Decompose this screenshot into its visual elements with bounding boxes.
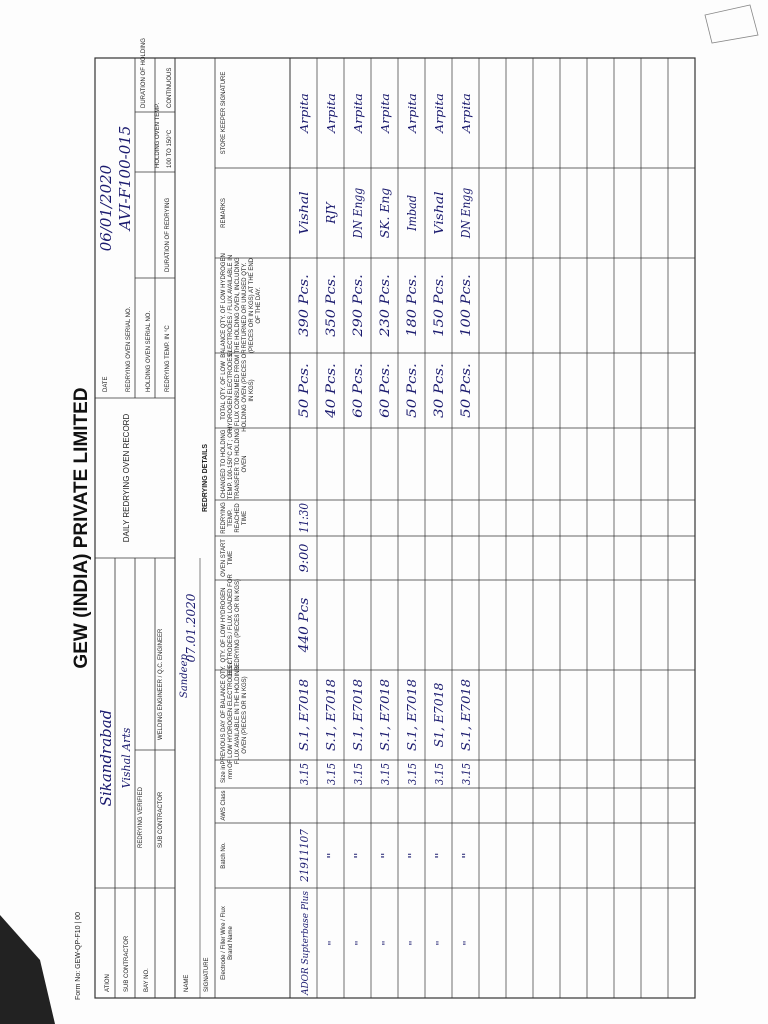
cell-prev: S.1, E7018 — [351, 684, 365, 751]
holding-range-label: 100 TO 150°C — [167, 129, 173, 168]
column-header-13: STORE KEEPER SIGNATURE — [221, 71, 227, 155]
cell-balance: 390 Pcs. — [297, 280, 312, 337]
cell-batch: " — [352, 853, 365, 859]
cell-size: 3.15 — [352, 760, 365, 785]
cell-size: 3.15 — [460, 760, 473, 785]
bay-no-label: BAY NO. — [144, 968, 150, 992]
redrying-details-label: REDRYING DETAILS — [202, 443, 209, 513]
sub-contractor-label: SUB CONTRACTOR — [124, 935, 130, 992]
signature-label: SIGNATURE — [204, 957, 210, 992]
sub-contractor-2-label: SUB CONTRACTOR — [158, 791, 164, 848]
column-header-9: CHANGED TO HOLDINGTEMP. 100-150°C AT ; ORTRANSFER TO HOLDINGOVEN — [221, 428, 248, 500]
cell-size: 3.15 — [433, 760, 446, 785]
duration-redrying-label: DURATION OF REDRYING — [165, 197, 171, 272]
cell-balance: 100 Pcs. — [459, 280, 474, 337]
date-value: 06/01/2020 — [97, 164, 115, 252]
holding-continuous-label: CONTINUOUS — [167, 67, 173, 108]
sub-contractor-value: Vishal Arts — [120, 727, 133, 789]
cell-remarks: Vishal — [432, 197, 446, 235]
cell-consumed: 60 Pcs. — [378, 370, 393, 418]
cell-sign: Arpita — [433, 98, 446, 133]
column-header-4: Size inmm — [221, 764, 234, 784]
column-header-10: TOTAL QTY. OF LOWHYDROGEN ELECTRODES /FLUX CONSUMED FROMHOLDING OVEN (PIECES ORIN KGS) — [221, 349, 255, 432]
column-header-5: PREVIOUS DAY OF BALANCE QTY.OF LOW HYDROGEN ELECTRODES /FLUX AVAILABLE IN THE HOLDINGOVEN (PIECES OR IN KGS) — [221, 662, 248, 768]
cell-sign: Arpita — [298, 98, 311, 133]
cell-brand: ADOR Supterbase Plus — [301, 890, 311, 995]
cell-brand: " — [382, 941, 392, 946]
redrying-temp-label: REDRYING TEMP. IN °C — [165, 325, 171, 392]
redrying-verified-label: REDRYING VERIFIED — [138, 787, 144, 848]
column-header-7: OVEN STARTTIME — [221, 539, 234, 577]
cell-start: 9:00 — [297, 545, 311, 573]
cell-balance: 180 Pcs. — [405, 280, 420, 337]
cell-batch: " — [325, 853, 338, 859]
redrying-oven-serial-label: REDRYING OVEN SERIAL NO. — [126, 306, 132, 392]
cell-size: 3.15 — [406, 760, 419, 785]
column-header-12: REMARKS — [221, 198, 227, 228]
cell-remarks: Vishal — [297, 197, 311, 235]
cell-balance: 150 Pcs. — [432, 280, 447, 337]
cell-batch: " — [433, 853, 446, 859]
cell-batch: " — [379, 853, 392, 859]
welding-engineer-label: WELDING ENGINEER / Q.C. ENGINEER — [158, 628, 164, 740]
column-header-11: BALANCE QTY. OF LOW HYDROGENELECTRODES / FLUX AVAILABLE INTHE HOLDING OVEN, INCLUDINGRETURNED OR UNUSED QTY.(PIECES OR IN KGS) AT THE ENDOF THE DAY. — [221, 253, 262, 358]
column-header-6: QTY. OF LOW HYDROGENELECTRODES / FLUX LOADED FORREDRYING (PIECES OR IN KGS) — [221, 574, 241, 676]
cell-prev: S.1, E7018 — [378, 684, 392, 751]
cell-sign: Arpita — [406, 98, 419, 133]
column-header-1: Electrode / Filler Wire / FluxBrand Name — [221, 906, 234, 980]
cell-loaded: 440 Pcs — [297, 600, 312, 653]
cell-remarks: DN Engg — [459, 182, 473, 239]
cell-sign: Arpita — [352, 98, 365, 133]
cell-brand: " — [328, 941, 338, 946]
cell-prev: S1, E7018 — [432, 684, 446, 748]
record-title: DAILY REDRYING OVEN RECORD — [122, 413, 131, 543]
cell-consumed: 30 Pcs. — [432, 370, 447, 418]
cell-batch: " — [406, 853, 419, 859]
cell-consumed: 50 Pcs. — [297, 370, 312, 418]
cell-consumed: 60 Pcs. — [351, 370, 366, 418]
table-row — [297, 93, 312, 996]
cell-batch: 21911107 — [298, 825, 311, 882]
location-label: ATION — [105, 974, 111, 992]
cell-balance: 350 Pcs. — [324, 280, 339, 337]
cell-brand: " — [463, 941, 473, 946]
location-value: Sikandrabad — [97, 709, 115, 807]
cell-remarks: RJY — [324, 202, 338, 224]
cell-prev: S.1, E7018 — [324, 684, 338, 751]
cell-reached: 11:30 — [297, 498, 311, 533]
engineer-date: 07.01.2020 — [184, 593, 198, 663]
name-label: NAME — [184, 974, 190, 992]
cell-consumed: 50 Pcs. — [459, 370, 474, 418]
column-header-2: Batch No. — [221, 842, 227, 869]
duration-holding-label: DURATION OF HOLDING — [141, 38, 147, 108]
cell-sign: Arpita — [460, 98, 473, 133]
column-header-3: AWS Class — [221, 790, 227, 821]
cell-brand: " — [436, 941, 446, 946]
cell-batch: " — [460, 853, 473, 859]
cell-remarks: DN Engg — [351, 182, 365, 239]
cell-prev: S.1, E7018 — [297, 684, 311, 751]
cell-consumed: 40 Pcs. — [324, 370, 339, 418]
cell-brand: " — [355, 941, 365, 946]
holding-oven-temp-label: HOLDING OVEN TEMP. — [155, 102, 161, 168]
cell-prev: S.1, E7018 — [405, 684, 419, 751]
cell-size: 3.15 — [325, 760, 338, 785]
column-header-8: REDRYINGTEMP.REACHEDTIME — [221, 502, 248, 534]
engineer-signature: Sandeep — [179, 654, 190, 698]
cell-sign: Arpita — [325, 98, 338, 133]
redrying-oven-serial-value: AVI-F100-015 — [116, 125, 134, 231]
cell-size: 3.15 — [379, 760, 392, 785]
cell-brand: " — [409, 941, 419, 946]
cell-remarks: SK. Eng — [378, 189, 392, 239]
cell-prev: S.1, E7018 — [459, 684, 473, 751]
cell-sign: Arpita — [379, 98, 392, 133]
cell-remarks: Imbad — [405, 192, 419, 231]
cell-balance: 290 Pcs. — [351, 280, 366, 337]
date-label: DATE — [103, 376, 109, 392]
holding-oven-serial-label: HOLDING OVEN SERIAL NO. — [146, 310, 152, 392]
cell-consumed: 50 Pcs. — [405, 370, 420, 418]
company-title: GEW (INDIA) PRIVATE LIMITED — [71, 387, 92, 669]
cell-balance: 230 Pcs. — [378, 280, 393, 337]
cell-size: 3.15 — [298, 760, 311, 785]
form-number: Form No: GEW-QP-F10 | 00 — [75, 911, 82, 1000]
